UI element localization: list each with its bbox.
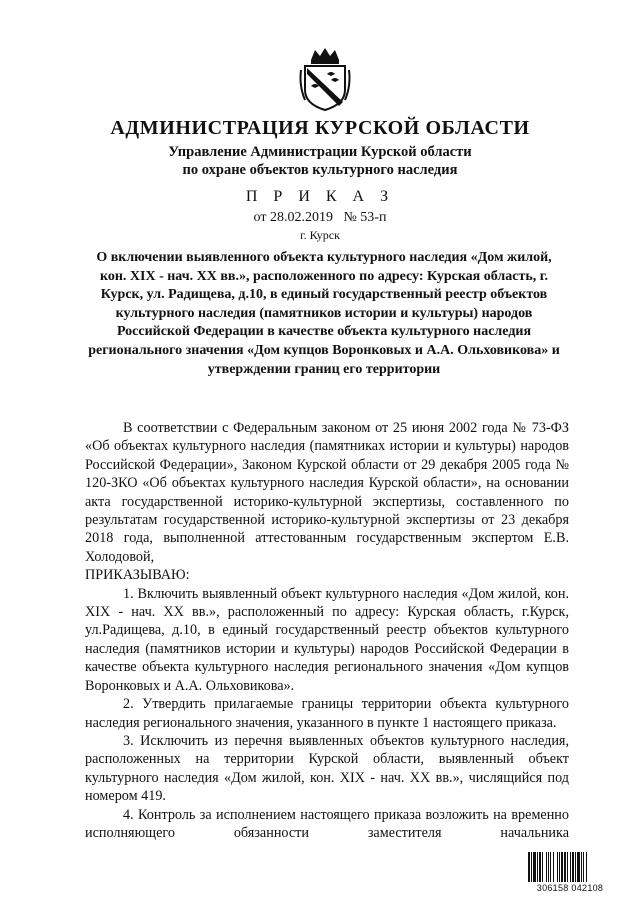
administration-title: АДМИНИСТРАЦИЯ КУРСКОЙ ОБЛАСТИ bbox=[110, 117, 530, 139]
order-item-3: 3. Исключить из перечня выявленных объектов культурного наследия, расположенных на территории Курской области, выявленный объект культурного наследия «Дом жилой, кон. XIX - нач. XX вв.», числящийся под номером 419. bbox=[85, 732, 569, 805]
order-title: П Р И К А З bbox=[245, 188, 395, 205]
kursk-coat-of-arms-icon bbox=[297, 46, 353, 112]
order-body bbox=[85, 419, 569, 842]
barcode bbox=[528, 852, 612, 894]
barcode-icon bbox=[528, 852, 612, 882]
order-city: г. Курск bbox=[300, 228, 340, 242]
preamble-paragraph: В соответствии с Федеральным законом от 25 июня 2002 года № 73-ФЗ «Об объектах культурного наследия (памятниках истории и культуры) народов Российской Федерации», Законом Курской области от 29 декабря 2005 года № 120-ЗКО «Об объектах культурного наследия Курской области», на основании акта государственной историко-культурной экспертизы, составленного по результатам государственной историко-культурной экспертизы от 23 декабря 2018 года, выполненной аттестованным государственным экспертом Е.В. Холодовой, bbox=[85, 420, 569, 565]
department-line-1: Управление Администрации Курской области bbox=[168, 144, 472, 160]
order-item-1: 1. Включить выявленный объект культурного наследия «Дом жилой, кон. XIX - нач. XX вв.», расположенный по адресу: Курская область, г.Курск, ул.Радищева, д.10, в единый государственный реестр объектов культурного наследия (памятников истории и культуры) народов Российской Федерации в качестве объекта культурного наследия регионального значения «Дом купцов Воронковых и А.А. Ольховикова». bbox=[85, 585, 569, 694]
order-item-4: 4. Контроль за исполнением настоящего приказа возложить на временно исполняющего обязанности заместителя начальника bbox=[85, 806, 569, 841]
orders-word: ПРИКАЗЫВАЮ: bbox=[85, 567, 190, 584]
barcode-number: 306158 042108 bbox=[536, 883, 604, 893]
department-name bbox=[60, 143, 580, 179]
department-line-2: по охране объектов культурного наследия bbox=[182, 162, 458, 178]
order-date-number: от 28.02.2019 № 53-п bbox=[253, 210, 387, 225]
order-item-2: 2. Утвердить прилагаемые границы территории объекта культурного наследия регионального значения, указанного в пункте 1 настоящего приказа. bbox=[85, 696, 569, 731]
order-subject: О включении выявленного объекта культурного наследия «Дом жилой, кон. XIX - нач. XX вв.», расположенного по адресу: Курская область, г. Курск, ул. Радищева, д.10, в единый государственный реестр объектов культурного наследия (памятников истории и культуры) народов Российской Федерации в качестве объекта культурного наследия регионального значения «Дом купцов Воронковых и А.А. Ольховикова» и утверждении границ его территории bbox=[88, 250, 560, 377]
